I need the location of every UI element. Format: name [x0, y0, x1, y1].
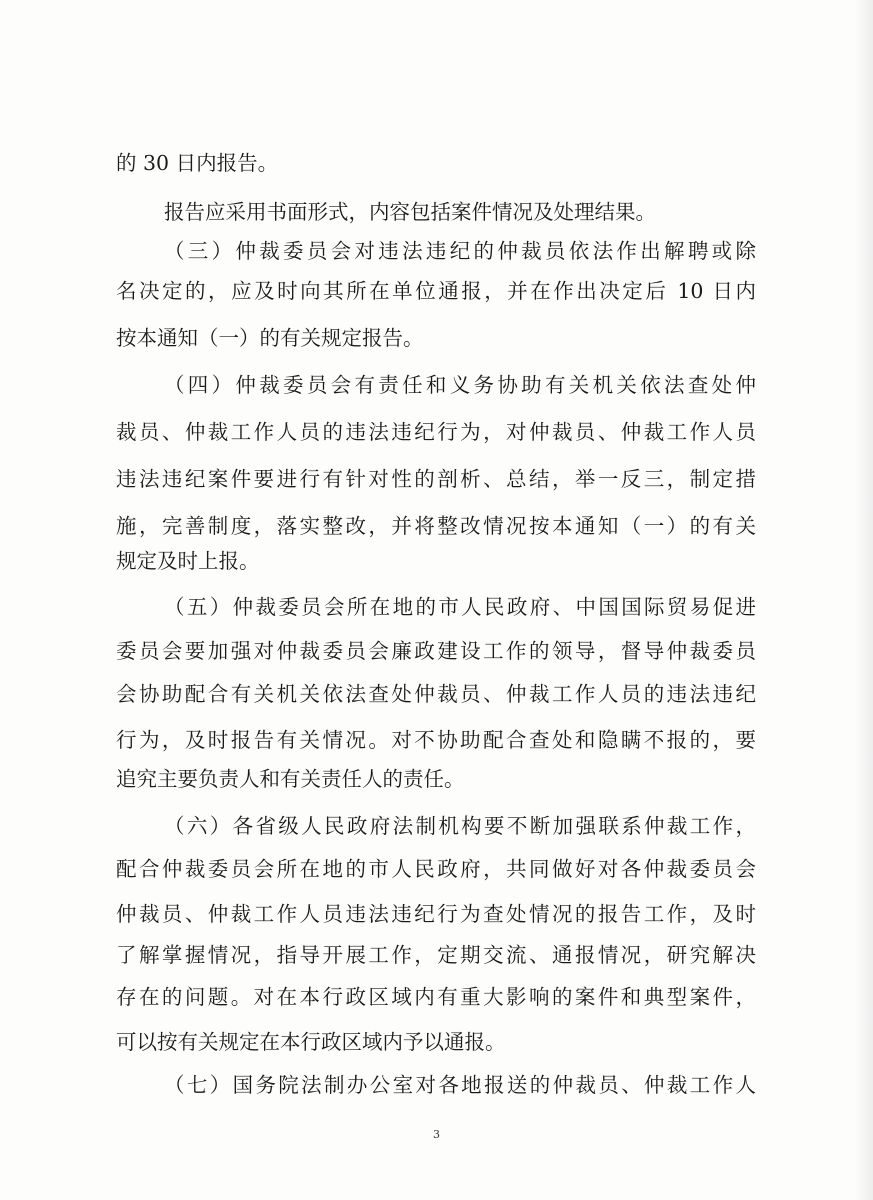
text-line-4: 名决定的，应及时向其所在单位通报，并在作出决定后 10 日内 — [116, 279, 756, 303]
text-line-9: 施，完善制度，落实整改，并将整改情况按本通知（一）的有关 — [116, 514, 756, 538]
text-line-11: （五）仲裁委员会所在地的市人民政府、中国国际贸易促进 — [164, 595, 756, 619]
text-line-8: 违法违纪案件要进行有针对性的剖析、总结，举一反三，制定措 — [116, 467, 756, 491]
text-line-3: （三）仲裁委员会对违法违纪的仲裁员依法作出解聘或除 — [164, 239, 756, 263]
text-line-20: 存在的问题。对在本行政区域内有重大影响的案件和典型案件， — [116, 985, 756, 1009]
text-line-22: （七）国务院法制办公室对各地报送的仲裁员、仲裁工作人 — [164, 1073, 756, 1097]
text-line-12: 委员会要加强对仲裁委员会廉政建设工作的领导，督导仲裁委员 — [116, 639, 756, 663]
text-line-14: 行为，及时报告有关情况。对不协助配合查处和隐瞒不报的，要 — [116, 728, 756, 752]
text-line-2: 报告应采用书面形式，内容包括案件情况及处理结果。 — [164, 200, 656, 224]
text-line-15: 追究主要负责人和有关责任人的责任。 — [116, 767, 465, 791]
page-number: 3 — [433, 1128, 440, 1141]
text-line-21: 可以按有关规定在本行政区域内予以通报。 — [116, 1030, 506, 1054]
text-line-1: 的 30 日内报告。 — [116, 151, 279, 175]
text-line-5: 按本通知（一）的有关规定报告。 — [116, 326, 424, 350]
text-line-13: 会协助配合有关机关依法查处仲裁员、仲裁工作人员的违法违纪 — [116, 682, 756, 706]
text-line-16: （六）各省级人民政府法制机构要不断加强联系仲裁工作， — [164, 814, 756, 838]
text-line-17: 配合仲裁委员会所在地的市人民政府，共同做好对各仲裁委员会 — [116, 857, 756, 881]
text-line-19: 了解掌握情况，指导开展工作，定期交流、通报情况，研究解决 — [116, 943, 756, 967]
page-edge-shadow — [855, 0, 873, 1200]
text-line-7: 裁员、仲裁工作人员的违法违纪行为，对仲裁员、仲裁工作人员 — [116, 420, 756, 444]
text-line-6: （四）仲裁委员会有责任和义务协助有关机关依法查处仲 — [164, 373, 756, 397]
text-line-10: 规定及时上报。 — [116, 549, 260, 573]
text-line-18: 仲裁员、仲裁工作人员违法违纪行为查处情况的报告工作，及时 — [116, 902, 756, 926]
